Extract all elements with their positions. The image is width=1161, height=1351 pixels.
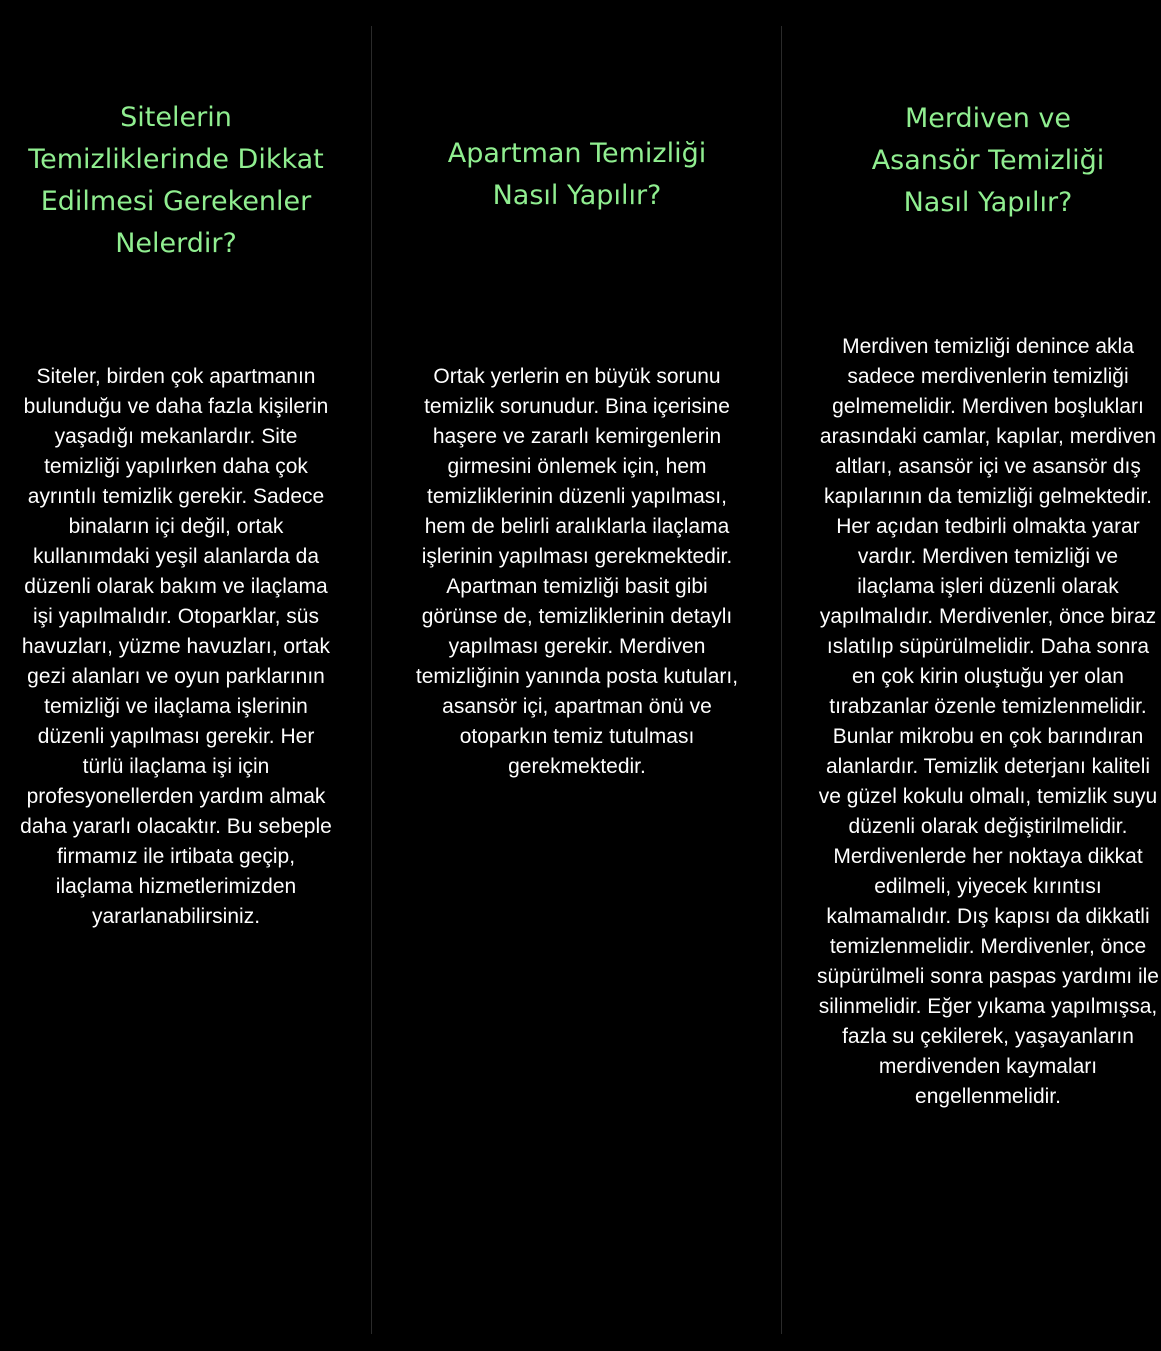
column-divider-2 <box>781 26 782 1334</box>
column-body: Ortak yerlerin en büyük sorunu temizlik sorunudur. Bina içerisine haşere ve zararlı kemirgenlerin girmesini önlemek için, hem temizliklerinin düzenli yapılması, hem de belirli aralıklarla ilaçlama işlerinin yapılması gerekmektedir. Apartman temizliği basit gibi görünse de, temizliklerinin detaylı yapılması gerekir. Merdiven temizliğinin yanında posta kutuları, asansör içi, apartman önü ve otoparkın temiz tutulması gerekmektedir. <box>415 365 739 778</box>
column-title: Sitelerin Temizliklerinde Dikkat Edilmesi Gerekenler Nelerdir? <box>28 102 324 259</box>
column-title: Apartman Temizliği Nasıl Yapılır? <box>447 138 707 211</box>
column-title: Merdiven ve Asansör Temizliği Nasıl Yapılır? <box>871 103 1105 218</box>
column-body: Siteler, birden çok apartmanın bulunduğu ve daha fazla kişilerin yaşadığı mekanlardır. Site temizliği yapılırken daha çok ayrıntılı temizlik gerekir. Sadece binaların içi değil, ortak kullanımdaki yeşil alanlarda da düzenli olarak bakım ve ilaçlama işi yapılmalıdır. Otoparklar, süs havuzları, yüzme havuzları, ortak gezi alanları ve oyun parklarının temizliği ve ilaçlama işlerinin düzenli yapılması gerekir. Her türlü ilaçlama işi için profesyonellerden yardım almak daha yararlı olacaktır. Bu sebeple firmamız ile irtibata geçip, ilaçlama hizmetlerimizden yararlanabilirsiniz. <box>20 365 332 928</box>
column-divider-1 <box>371 26 372 1334</box>
column-body: Merdiven temizliği denince akla sadece merdivenlerin temizliği gelmemelidir. Merdiven boşlukları arasındaki camlar, kapılar, merdiven altları, asansör içi ve asansör dış kapılarının da temizliği gelmektedir. Her açıdan tedbirli olmakta yarar vardır. Merdiven temizliği ve ilaçlama işleri düzenli olarak yapılmalıdır. Merdivenler, önce biraz ıslatılıp süpürülmelidir. Daha sonra en çok kirin oluştuğu yer olan tırabzanlar özenle temizlenmelidir. Bunlar mikrobu en çok barındıran alanlardır. Temizlik deterjanı kaliteli ve güzel kokulu olmalı, temizlik suyu düzenli olarak değiştirilmelidir. Merdivenlerde her noktaya dikkat edilmeli, yiyecek kırıntısı kalmamalıdır. Dış kapısı da dikkatli temizlenmelidir. Merdivenler, önce süpürülmeli sonra paspas yardımı ile silinmelidir. Eğer yıkama yapılmışsa, fazla su çekilerek, yaşayanların merdivenden kaymaları engellenmelidir. <box>817 335 1159 1108</box>
